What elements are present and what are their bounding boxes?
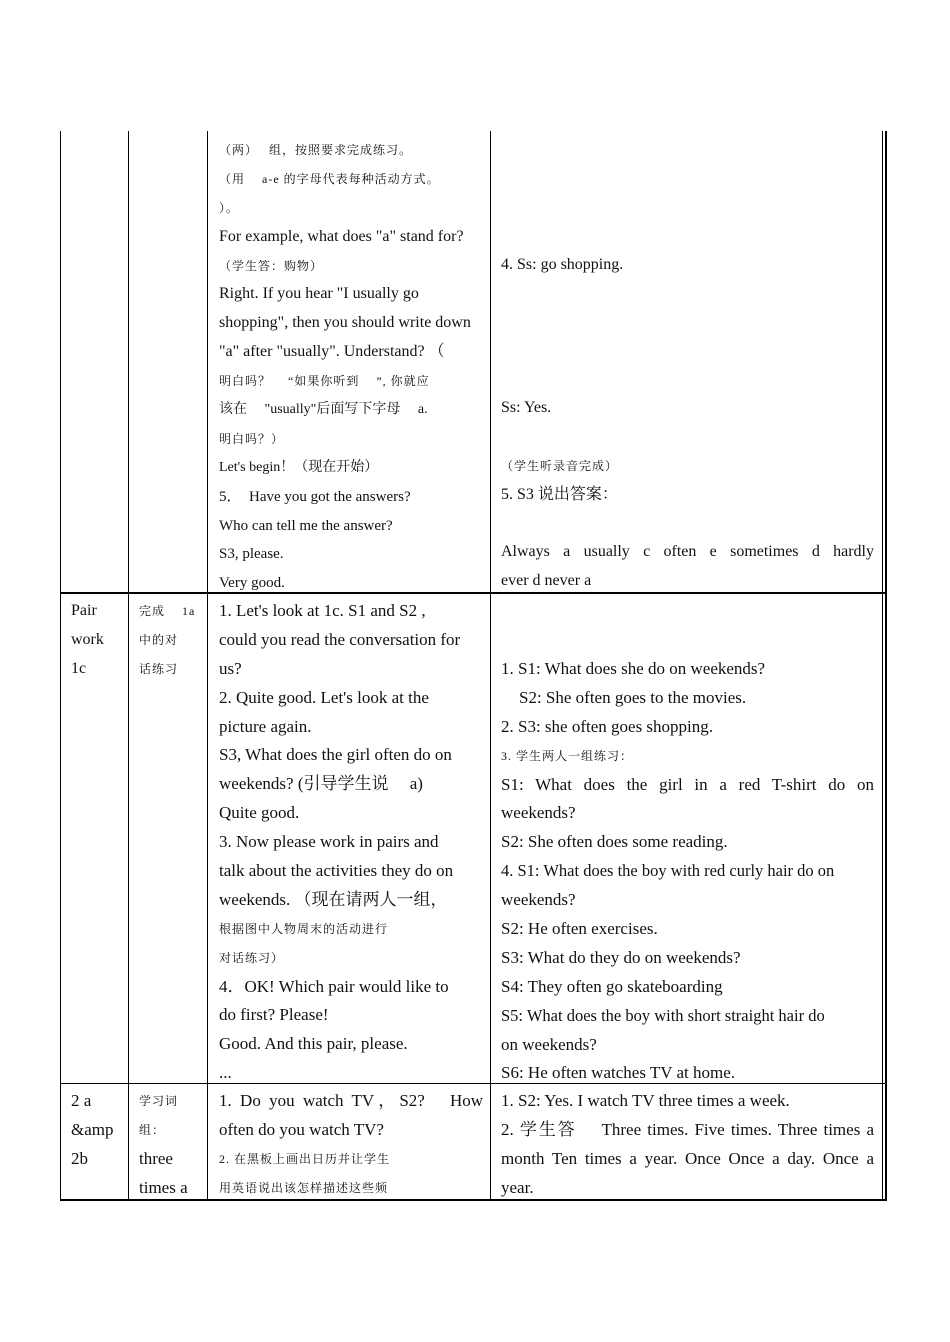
- row2a-student-cell: [501, 1087, 874, 1203]
- line: 中的对: [139, 632, 179, 647]
- line: S3, please.: [219, 546, 284, 563]
- table-divider-1: [128, 131, 129, 1201]
- line: S2: He often exercises.: [501, 919, 658, 939]
- line: year.: [501, 1177, 534, 1197]
- line: 2. 学生答 Three times. Five times. Three times a: [501, 1119, 874, 1139]
- line: S4: They often go skateboarding: [501, 976, 723, 996]
- line: 明白吗？）: [219, 431, 285, 446]
- line: 3. 学生两人一组练习：: [501, 748, 634, 763]
- line: 组：: [139, 1122, 166, 1137]
- line: Quite good.: [219, 803, 300, 823]
- line: Very good.: [219, 575, 285, 592]
- line: Always a usually c often e sometimes d hardly: [501, 543, 874, 560]
- line: 2b: [71, 1148, 88, 1168]
- line: S2: She often goes to the movies.: [519, 687, 747, 707]
- line: S2: She often does some reading.: [501, 832, 728, 852]
- line: 用英语说出该怎样描述这些频: [219, 1180, 389, 1195]
- line: three: [139, 1148, 173, 1168]
- line: shopping", then you should write down: [219, 314, 471, 332]
- table-border-left: [60, 131, 61, 1201]
- line: 1. S1: What does she do on weekends?: [501, 659, 766, 678]
- line: Good. And this pair, please.: [219, 1034, 408, 1054]
- table-border-right: [882, 131, 883, 1201]
- line: could you read the conversation for: [219, 629, 461, 649]
- line: weekends. （现在请两人一组，: [219, 889, 448, 909]
- line: Let's begin！（现在开始）: [219, 459, 379, 475]
- line: Who can tell me the answer?: [219, 517, 393, 534]
- line: 1c: [71, 659, 87, 677]
- line: S3, What does the girl often do on: [219, 745, 452, 765]
- line: 2. Quite good. Let's look at the: [219, 687, 429, 707]
- line: ）。: [219, 200, 240, 215]
- pair-student-cell: [501, 655, 874, 1088]
- line: （学生答：购物）: [219, 258, 324, 273]
- cont-student-b: [501, 394, 874, 423]
- line: ever d never a: [501, 571, 592, 589]
- cont-student-e: [501, 538, 874, 596]
- line: weekends?: [501, 890, 576, 910]
- line: month Ten times a year. Once Once a day. Once a: [501, 1148, 874, 1168]
- line: weekends?: [501, 803, 576, 823]
- row2a-teacher-cell: [219, 1087, 483, 1203]
- line: S3: What do they do on weekends?: [501, 947, 741, 967]
- pair-content-cell: [139, 597, 199, 684]
- table-divider-2: [207, 131, 208, 1201]
- line: 2. 在黑板上画出日历并让学生: [219, 1151, 391, 1166]
- line: S6: He often watches TV at home.: [501, 1063, 736, 1083]
- line: 4. S1: What does the boy with red curly hair do on: [501, 861, 835, 881]
- line: 3. Now please work in pairs and: [219, 832, 439, 852]
- line: Pair: [71, 602, 97, 619]
- line: 5. S3 说出答案：: [501, 485, 618, 503]
- line: 5． Have you got the answers?: [219, 488, 411, 505]
- line: 对话练习）: [219, 950, 285, 965]
- row2a-step-cell: [71, 1087, 121, 1174]
- line: 根据图中人物周末的活动进行: [219, 921, 389, 936]
- line: 4．OK! Which pair would like to: [219, 976, 449, 996]
- line: work: [71, 630, 104, 648]
- line: 话练习: [139, 661, 179, 676]
- line: 学习词: [139, 1094, 179, 1108]
- line: （学生听录音完成）: [501, 459, 619, 473]
- line: Right. If you hear "I usually go: [219, 285, 419, 303]
- line: 2 a: [71, 1091, 92, 1110]
- line: weekends? (引导学生说 a): [219, 774, 423, 794]
- line: us?: [219, 658, 242, 678]
- row2a-content-cell: [139, 1087, 199, 1203]
- cont-student-c: [501, 452, 874, 510]
- line: Ss: Yes.: [501, 399, 552, 416]
- pair-teacher-cell: [219, 597, 483, 1088]
- line: talk about the activities they do on: [219, 861, 454, 881]
- table-border-right-outer: [885, 131, 887, 1201]
- line: &amp: [71, 1119, 114, 1139]
- cont-student-a: [501, 251, 874, 280]
- line: ...: [219, 1063, 232, 1083]
- line: S5: What does the boy with short straight hair do: [501, 1005, 825, 1025]
- table-divider-3: [490, 131, 491, 1201]
- line: on weekends?: [501, 1034, 597, 1054]
- line: often do you watch TV?: [219, 1119, 384, 1139]
- line: 完成 1a: [139, 604, 196, 618]
- line: 1. Do you watch TV，S2? How: [219, 1091, 483, 1110]
- line: 1. Let's look at 1c. S1 and S2 ,: [219, 601, 426, 620]
- line: S1: What does the girl in a red T-shirt do on: [501, 774, 874, 794]
- line: （两） 组，按照要求完成练习。: [219, 143, 413, 157]
- line: 该在 "usually"后面写下字母 a.: [219, 402, 428, 418]
- line: times a: [139, 1177, 188, 1197]
- line: 2. S3: she often goes shopping.: [501, 716, 714, 736]
- line: "a" after "usually". Understand? （: [219, 343, 445, 361]
- line: 4. Ss: go shopping.: [501, 256, 624, 273]
- cont-teacher-cell: [219, 136, 483, 598]
- pair-step-cell: [71, 597, 121, 684]
- line: For example, what does "a" stand for?: [219, 227, 464, 245]
- line: 明白吗？ “如果你听到 ”, 你就应: [219, 374, 430, 389]
- line: do first? Please!: [219, 1005, 329, 1025]
- line: 1. S2: Yes. I watch TV three times a week.: [501, 1091, 790, 1110]
- line: （用 a-e 的字母代表每种活动方式。: [219, 171, 440, 186]
- line: picture again.: [219, 716, 312, 736]
